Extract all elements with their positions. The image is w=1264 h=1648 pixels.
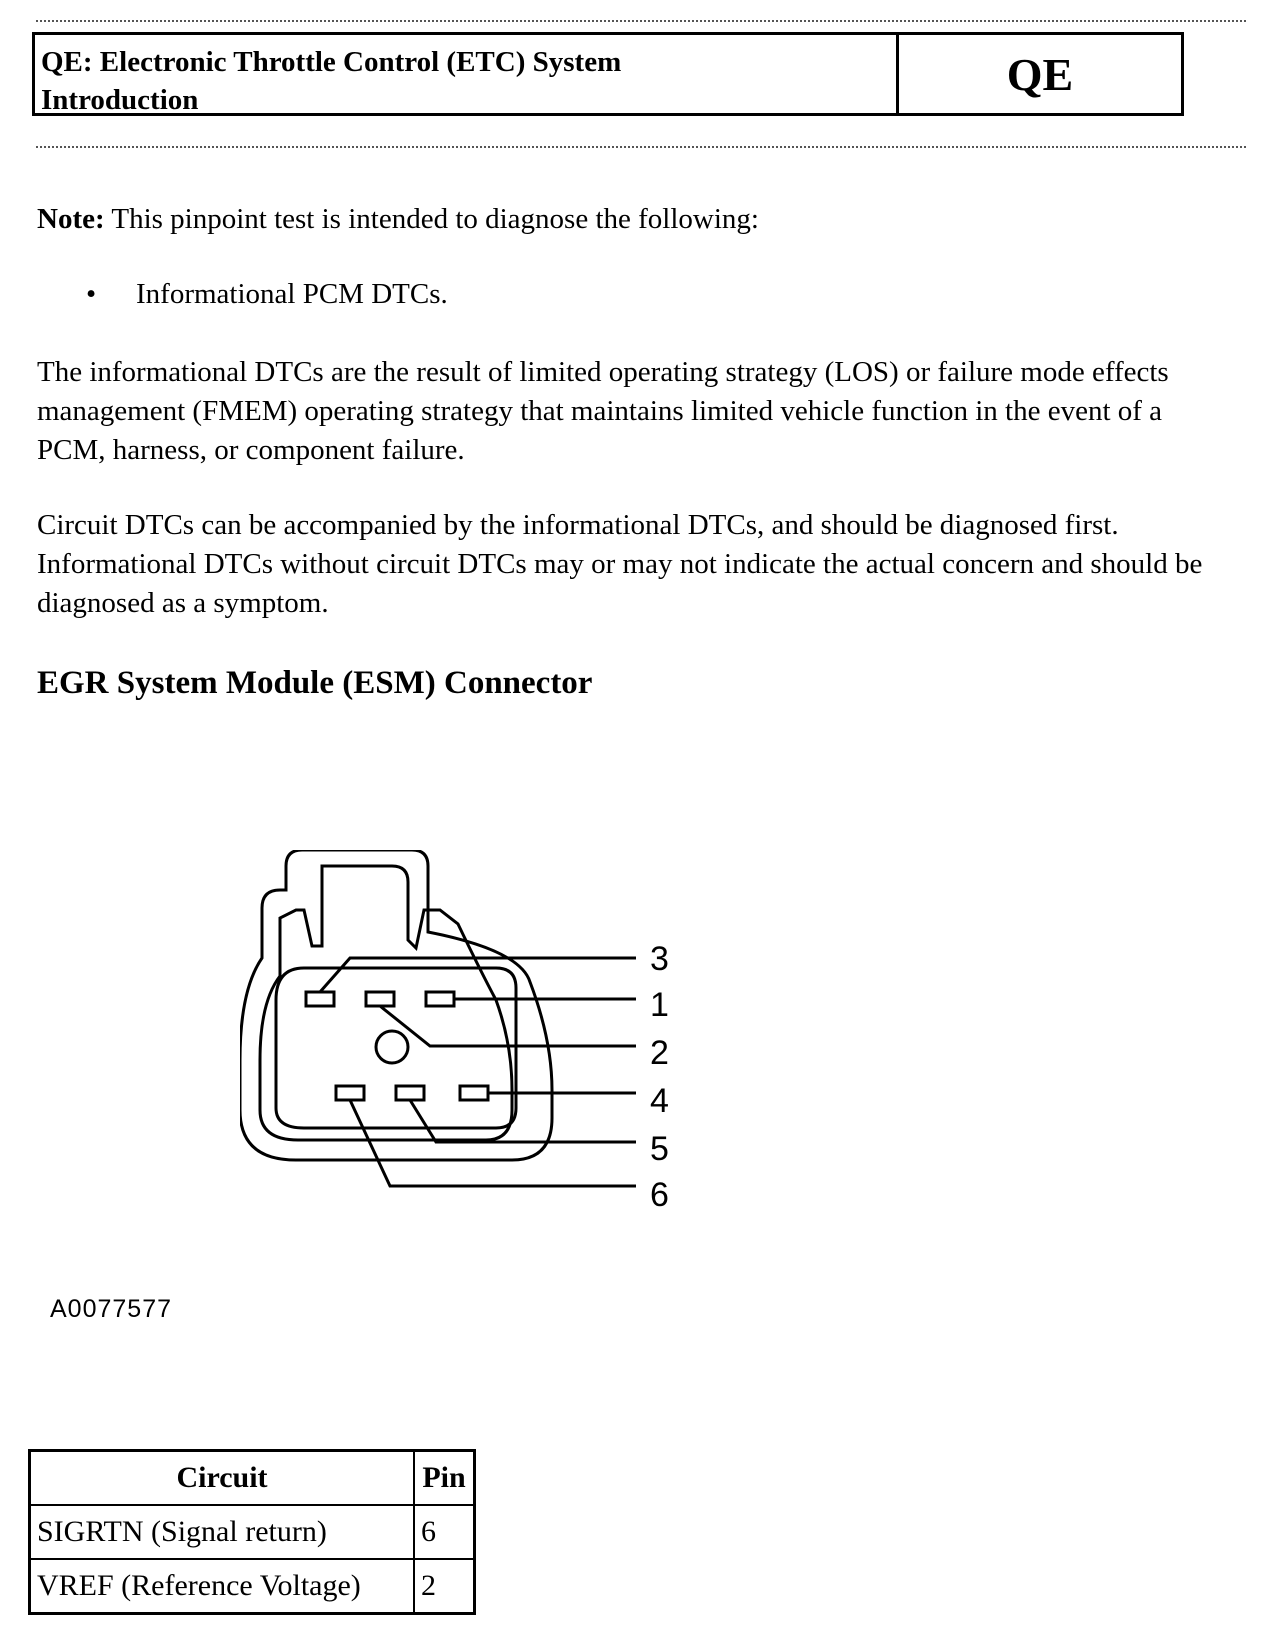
note xyxy=(37,200,759,239)
note-label: Note: xyxy=(37,203,105,235)
pin-2-terminal xyxy=(366,992,394,1006)
column-header-pin: Pin xyxy=(414,1451,475,1506)
note-text: This pinpoint test is intended to diagnose the following: xyxy=(104,203,759,235)
pin-4-terminal xyxy=(460,1086,488,1100)
pin-label-4: 4 xyxy=(650,1082,669,1120)
leader-line-pin-5 xyxy=(410,1100,636,1142)
pin-label-1: 1 xyxy=(650,986,669,1024)
section-heading: EGR System Module (ESM) Connector xyxy=(37,665,593,701)
document-header xyxy=(32,32,1184,116)
header-bottom-rule xyxy=(36,146,1246,148)
paragraph-circuit-dtcs: Circuit DTCs can be accompanied by the informational DTCs, and should be diagnosed first. Informational DTCs without circuit DTCs may or may not indicate the actual concern and should be diagnosed as a symptom. xyxy=(37,509,1203,619)
pin-label-5: 5 xyxy=(650,1130,669,1168)
connector-diagram xyxy=(240,850,710,1270)
paragraph-informational-dtcs: The informational DTCs are the result of limited operating strategy (LOS) or failure mode effects management (FMEM) operating strategy that maintains limited vehicle function in the event of a PCM, harness, or component failure. xyxy=(37,356,1169,466)
table-row xyxy=(30,1559,475,1614)
section-code: QE xyxy=(1006,48,1074,100)
circuit-pin-table xyxy=(28,1449,476,1615)
table-header-row xyxy=(30,1451,475,1506)
header-title-line1: QE: Electronic Throttle Control (ETC) System xyxy=(41,46,622,78)
pin-1-terminal xyxy=(426,992,454,1006)
list-item-text: Informational PCM DTCs. xyxy=(136,278,448,310)
header-title xyxy=(35,35,899,116)
pin-5-terminal xyxy=(396,1086,424,1100)
pin-label-2: 2 xyxy=(650,1034,669,1072)
cell-pin: 2 xyxy=(414,1559,475,1614)
pin-6-terminal xyxy=(336,1086,364,1100)
cell-pin: 6 xyxy=(414,1505,475,1559)
bullet-icon: • xyxy=(86,278,97,310)
connector-outer-shell xyxy=(240,850,552,1160)
figure-id: A0077577 xyxy=(50,1295,173,1323)
pin-label-3: 3 xyxy=(650,940,669,978)
header-title-line2: Introduction xyxy=(41,84,199,116)
column-header-circuit: Circuit xyxy=(30,1451,415,1506)
table-row xyxy=(30,1505,475,1559)
pin-label-6: 6 xyxy=(650,1176,669,1214)
polarizing-key xyxy=(376,1031,408,1063)
top-rule xyxy=(36,20,1246,22)
list-item xyxy=(86,275,448,314)
cell-circuit: VREF (Reference Voltage) xyxy=(30,1559,415,1614)
pin-3-terminal xyxy=(306,992,334,1006)
cell-circuit: SIGRTN (Signal return) xyxy=(30,1505,415,1559)
